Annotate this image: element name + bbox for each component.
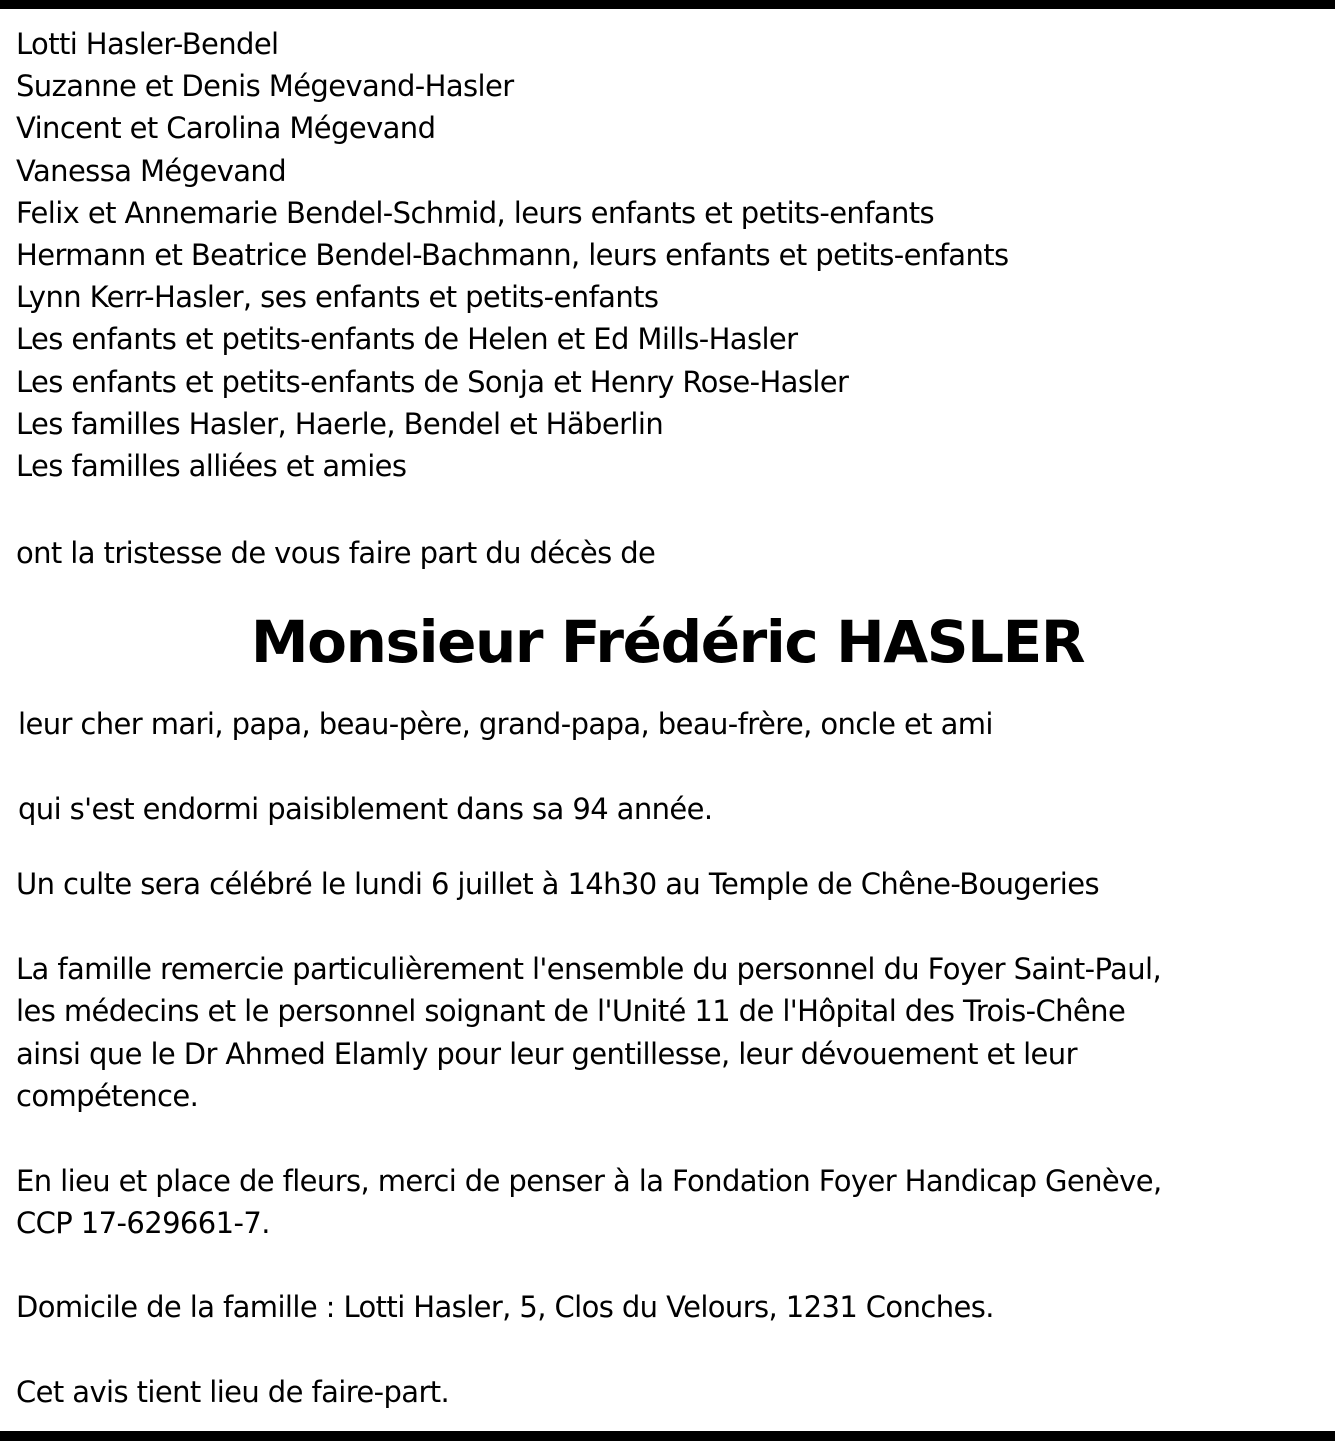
family-member-line: Felix et Annemarie Bendel-Schmid, leurs enfants et petits-enfants — [16, 195, 935, 230]
announcement-text: ont la tristesse de vous faire part du décès de — [16, 536, 656, 570]
family-members-list — [16, 23, 1009, 487]
family-member-line: Vincent et Carolina Mégevand — [16, 111, 436, 146]
relation-text: leur cher mari, papa, beau-père, grand-papa, beau-frère, oncle et ami — [18, 707, 993, 741]
family-member-line: Suzanne et Denis Mégevand-Hasler — [16, 69, 514, 104]
bottom-border-rule — [0, 1431, 1335, 1441]
thanks-paragraph — [16, 948, 1161, 1117]
family-member-line: Les enfants et petits-enfants de Helen et Ed Mills-Hasler — [16, 322, 798, 357]
family-member-line: Les familles alliées et amies — [16, 449, 407, 484]
family-member-line: Lotti Hasler-Bendel — [16, 27, 279, 61]
thanks-line: compétence. — [16, 1078, 199, 1113]
top-border-rule — [0, 0, 1335, 9]
domicile-text: Domicile de la famille : Lotti Hasler, 5, Clos du Velours, 1231 Conches. — [16, 1290, 994, 1324]
family-member-line: Les enfants et petits-enfants de Sonja et Henry Rose-Hasler — [16, 364, 849, 399]
donation-line: CCP 17-629661-7. — [16, 1206, 270, 1241]
thanks-line: les médecins et le personnel soignant de l'Unité 11 de l'Hôpital des Trois-Chêne — [16, 994, 1126, 1029]
thanks-line: ainsi que le Dr Ahmed Elamly pour leur gentillesse, leur dévouement et leur — [16, 1036, 1077, 1071]
family-member-line: Hermann et Beatrice Bendel-Bachmann, leurs enfants et petits-enfants — [16, 238, 1009, 273]
deceased-name: Monsieur Frédéric HASLER — [250, 608, 1085, 676]
closing-text: Cet avis tient lieu de faire-part. — [16, 1375, 450, 1409]
donation-paragraph — [16, 1160, 1162, 1245]
passing-text: qui s'est endormi paisiblement dans sa 94 année. — [18, 792, 713, 826]
family-member-line: Vanessa Mégevand — [16, 153, 287, 188]
family-member-line: Lynn Kerr-Hasler, ses enfants et petits-enfants — [16, 280, 659, 315]
donation-line: En lieu et place de fleurs, merci de penser à la Fondation Foyer Handicap Genève, — [16, 1164, 1162, 1198]
thanks-line: La famille remercie particulièrement l'ensemble du personnel du Foyer Saint-Paul, — [16, 952, 1162, 986]
family-member-line: Les familles Hasler, Haerle, Bendel et Häberlin — [16, 406, 664, 441]
service-text: Un culte sera célébré le lundi 6 juillet à 14h30 au Temple de Chêne-Bougeries — [16, 867, 1100, 901]
